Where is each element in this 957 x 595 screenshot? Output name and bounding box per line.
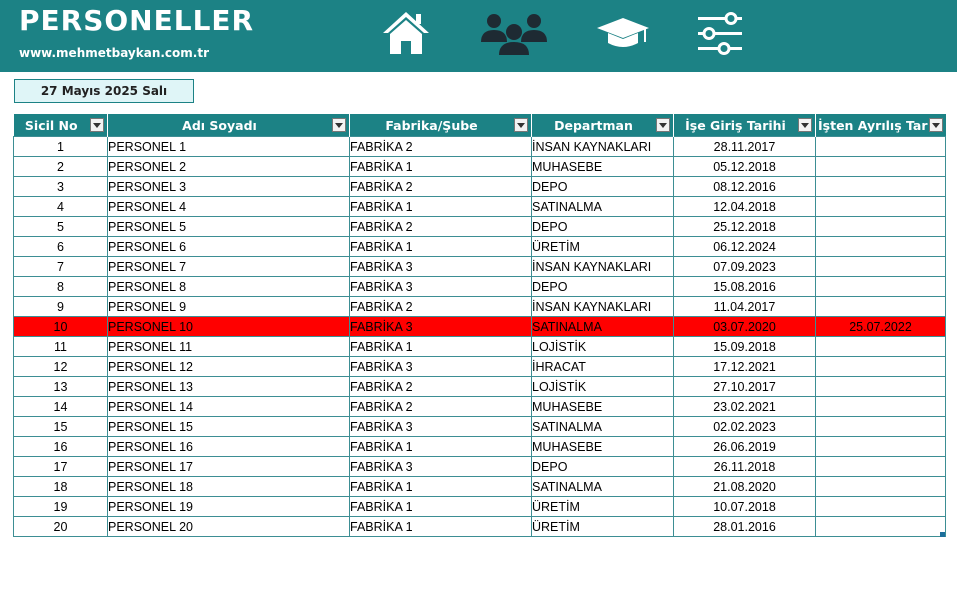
filter-dropdown-icon[interactable] (929, 118, 943, 132)
cell-ise-giris-tarihi[interactable]: 15.08.2016 (674, 277, 816, 297)
cell-fabrika[interactable]: FABRİKA 2 (350, 177, 532, 197)
table-row (14, 337, 946, 357)
table-row (14, 437, 946, 457)
cell-isten-ayrilis-tarihi[interactable]: 25.07.2022 (816, 317, 946, 337)
people-icon[interactable] (478, 8, 550, 58)
cell-fabrika[interactable]: FABRİKA 2 (350, 377, 532, 397)
cell-isten-ayrilis-tarihi[interactable] (816, 197, 946, 217)
cell-sicil-no[interactable]: 11 (14, 337, 108, 357)
cell-departman[interactable]: DEPO (532, 177, 674, 197)
table-row (14, 477, 946, 497)
cell-ise-giris-tarihi[interactable]: 21.08.2020 (674, 477, 816, 497)
cell-sicil-no[interactable]: 1 (14, 137, 108, 157)
filter-dropdown-icon[interactable] (332, 118, 346, 132)
filter-dropdown-icon[interactable] (90, 118, 104, 132)
cell-fabrika[interactable]: FABRİKA 1 (350, 497, 532, 517)
app-header (0, 0, 957, 72)
table-row (14, 157, 946, 177)
cell-departman[interactable]: ÜRETİM (532, 237, 674, 257)
cell-sicil-no[interactable]: 8 (14, 277, 108, 297)
cell-departman[interactable]: İNSAN KAYNAKLARI (532, 137, 674, 157)
cell-ise-giris-tarihi[interactable]: 15.09.2018 (674, 337, 816, 357)
cell-sicil-no[interactable]: 7 (14, 257, 108, 277)
table-row (14, 357, 946, 377)
table-row (14, 257, 946, 277)
cell-sicil-no[interactable]: 14 (14, 397, 108, 417)
cell-isten-ayrilis-tarihi[interactable] (816, 157, 946, 177)
cell-departman[interactable]: DEPO (532, 457, 674, 477)
cell-departman[interactable]: DEPO (532, 277, 674, 297)
cell-fabrika[interactable]: FABRİKA 1 (350, 337, 532, 357)
cell-isten-ayrilis-tarihi[interactable] (816, 517, 946, 537)
cell-sicil-no[interactable]: 19 (14, 497, 108, 517)
cell-isten-ayrilis-tarihi[interactable] (816, 497, 946, 517)
cell-isten-ayrilis-tarihi[interactable] (816, 177, 946, 197)
cell-adi-soyadi[interactable]: PERSONEL 1 (108, 137, 350, 157)
cell-fabrika[interactable]: FABRİKA 1 (350, 517, 532, 537)
cell-ise-giris-tarihi[interactable]: 12.04.2018 (674, 197, 816, 217)
cell-departman[interactable]: MUHASEBE (532, 397, 674, 417)
table-row (14, 177, 946, 197)
table-header-row (14, 114, 946, 137)
cell-adi-soyadi[interactable]: PERSONEL 5 (108, 217, 350, 237)
cell-ise-giris-tarihi[interactable]: 23.02.2021 (674, 397, 816, 417)
cell-adi-soyadi[interactable]: PERSONEL 6 (108, 237, 350, 257)
cell-ise-giris-tarihi[interactable]: 25.12.2018 (674, 217, 816, 237)
table-row (14, 397, 946, 417)
cell-isten-ayrilis-tarihi[interactable] (816, 377, 946, 397)
cell-fabrika[interactable]: FABRİKA 3 (350, 277, 532, 297)
cell-ise-giris-tarihi[interactable]: 10.07.2018 (674, 497, 816, 517)
column-header-isten-ayrilis-tarihi: İşten Ayrılış Tar (816, 114, 946, 137)
cell-sicil-no[interactable]: 13 (14, 377, 108, 397)
filter-dropdown-icon[interactable] (514, 118, 528, 132)
cell-isten-ayrilis-tarihi[interactable] (816, 397, 946, 417)
cell-ise-giris-tarihi[interactable]: 07.09.2023 (674, 257, 816, 277)
cell-isten-ayrilis-tarihi[interactable] (816, 137, 946, 157)
cell-departman[interactable]: MUHASEBE (532, 157, 674, 177)
cell-departman[interactable]: ÜRETİM (532, 497, 674, 517)
cell-adi-soyadi[interactable]: PERSONEL 7 (108, 257, 350, 277)
cell-fabrika[interactable]: FABRİKA 3 (350, 257, 532, 277)
cell-isten-ayrilis-tarihi[interactable] (816, 277, 946, 297)
column-header-departman: Departman (532, 114, 674, 137)
cell-ise-giris-tarihi[interactable]: 06.12.2024 (674, 237, 816, 257)
cell-adi-soyadi[interactable]: PERSONEL 13 (108, 377, 350, 397)
cell-adi-soyadi[interactable]: PERSONEL 3 (108, 177, 350, 197)
cell-isten-ayrilis-tarihi[interactable] (816, 217, 946, 237)
table-row (14, 137, 946, 157)
cell-isten-ayrilis-tarihi[interactable] (816, 417, 946, 437)
cell-adi-soyadi[interactable]: PERSONEL 10 (108, 317, 350, 337)
table-row (14, 217, 946, 237)
cell-adi-soyadi[interactable]: PERSONEL 15 (108, 417, 350, 437)
cell-adi-soyadi[interactable]: PERSONEL 2 (108, 157, 350, 177)
cell-fabrika[interactable]: FABRİKA 2 (350, 137, 532, 157)
cell-fabrika[interactable]: FABRİKA 1 (350, 197, 532, 217)
cell-fabrika[interactable]: FABRİKA 3 (350, 417, 532, 437)
cell-sicil-no[interactable]: 20 (14, 517, 108, 537)
cell-sicil-no[interactable]: 6 (14, 237, 108, 257)
personnel-table (13, 114, 946, 537)
filter-dropdown-icon[interactable] (656, 118, 670, 132)
cell-adi-soyadi[interactable]: PERSONEL 12 (108, 357, 350, 377)
cell-adi-soyadi[interactable]: PERSONEL 20 (108, 517, 350, 537)
date-display: 27 Mayıs 2025 Salı (14, 79, 194, 103)
cell-ise-giris-tarihi[interactable]: 02.02.2023 (674, 417, 816, 437)
cell-departman[interactable]: SATINALMA (532, 477, 674, 497)
cell-ise-giris-tarihi[interactable]: 11.04.2017 (674, 297, 816, 317)
cell-sicil-no[interactable]: 4 (14, 197, 108, 217)
cell-fabrika[interactable]: FABRİKA 3 (350, 317, 532, 337)
table-row (14, 237, 946, 257)
column-header-sicil-no: Sicil No (14, 114, 108, 137)
cell-fabrika[interactable]: FABRİKA 2 (350, 217, 532, 237)
cell-sicil-no[interactable]: 3 (14, 177, 108, 197)
table-row (14, 317, 946, 337)
cell-ise-giris-tarihi[interactable]: 27.10.2017 (674, 377, 816, 397)
cell-adi-soyadi[interactable]: PERSONEL 14 (108, 397, 350, 417)
column-header-adi-soyadi: Adı Soyadı (108, 114, 350, 137)
cell-adi-soyadi[interactable]: PERSONEL 8 (108, 277, 350, 297)
table-row (14, 377, 946, 397)
cell-sicil-no[interactable]: 5 (14, 217, 108, 237)
cell-ise-giris-tarihi[interactable]: 17.12.2021 (674, 357, 816, 377)
website-label: www.mehmetbaykan.com.tr (19, 46, 210, 60)
page-title: PERSONELLER (19, 4, 255, 37)
cell-fabrika[interactable]: FABRİKA 2 (350, 397, 532, 417)
cell-departman[interactable]: SATINALMA (532, 417, 674, 437)
cell-isten-ayrilis-tarihi[interactable] (816, 257, 946, 277)
column-header-ise-giris-tarihi: İşe Giriş Tarihi (674, 114, 816, 137)
cell-sicil-no[interactable]: 10 (14, 317, 108, 337)
cell-sicil-no[interactable]: 15 (14, 417, 108, 437)
cell-departman[interactable]: DEPO (532, 217, 674, 237)
table-row (14, 517, 946, 537)
cell-isten-ayrilis-tarihi[interactable] (816, 297, 946, 317)
cell-adi-soyadi[interactable]: PERSONEL 11 (108, 337, 350, 357)
cell-departman[interactable]: LOJİSTİK (532, 377, 674, 397)
home-icon[interactable] (380, 8, 432, 58)
cell-departman[interactable]: İNSAN KAYNAKLARI (532, 297, 674, 317)
table-row (14, 277, 946, 297)
cell-ise-giris-tarihi[interactable]: 28.11.2017 (674, 137, 816, 157)
cell-isten-ayrilis-tarihi[interactable] (816, 337, 946, 357)
column-header-fabrika-sube: Fabrika/Şube (350, 114, 532, 137)
cell-adi-soyadi[interactable]: PERSONEL 19 (108, 497, 350, 517)
cell-fabrika[interactable]: FABRİKA 3 (350, 357, 532, 377)
cell-departman[interactable]: ÜRETİM (532, 517, 674, 537)
cell-sicil-no[interactable]: 9 (14, 297, 108, 317)
cell-fabrika[interactable]: FABRİKA 3 (350, 457, 532, 477)
cell-sicil-no[interactable]: 12 (14, 357, 108, 377)
cell-fabrika[interactable]: FABRİKA 1 (350, 437, 532, 457)
cell-fabrika[interactable]: FABRİKA 1 (350, 237, 532, 257)
table-row (14, 297, 946, 317)
cell-departman[interactable]: İNSAN KAYNAKLARI (532, 257, 674, 277)
cell-adi-soyadi[interactable]: PERSONEL 9 (108, 297, 350, 317)
cell-ise-giris-tarihi[interactable]: 28.01.2016 (674, 517, 816, 537)
cell-departman[interactable]: İHRACAT (532, 357, 674, 377)
cell-sicil-no[interactable]: 2 (14, 157, 108, 177)
cell-departman[interactable]: SATINALMA (532, 317, 674, 337)
cell-departman[interactable]: SATINALMA (532, 197, 674, 217)
cell-departman[interactable]: LOJİSTİK (532, 337, 674, 357)
cell-isten-ayrilis-tarihi[interactable] (816, 457, 946, 477)
cell-isten-ayrilis-tarihi[interactable] (816, 437, 946, 457)
cell-sicil-no[interactable]: 18 (14, 477, 108, 497)
cell-isten-ayrilis-tarihi[interactable] (816, 477, 946, 497)
table-row (14, 497, 946, 517)
cell-adi-soyadi[interactable]: PERSONEL 18 (108, 477, 350, 497)
cell-sicil-no[interactable]: 16 (14, 437, 108, 457)
cell-adi-soyadi[interactable]: PERSONEL 16 (108, 437, 350, 457)
table-row (14, 457, 946, 477)
cell-fabrika[interactable]: FABRİKA 2 (350, 297, 532, 317)
cell-departman[interactable]: MUHASEBE (532, 437, 674, 457)
cell-isten-ayrilis-tarihi[interactable] (816, 237, 946, 257)
cell-sicil-no[interactable]: 17 (14, 457, 108, 477)
table-row (14, 417, 946, 437)
filter-dropdown-icon[interactable] (798, 118, 812, 132)
sliders-icon[interactable] (696, 8, 744, 58)
graduation-cap-icon[interactable] (595, 8, 651, 58)
cell-ise-giris-tarihi[interactable]: 26.06.2019 (674, 437, 816, 457)
cell-ise-giris-tarihi[interactable]: 03.07.2020 (674, 317, 816, 337)
cell-ise-giris-tarihi[interactable]: 05.12.2018 (674, 157, 816, 177)
cell-adi-soyadi[interactable]: PERSONEL 4 (108, 197, 350, 217)
cell-fabrika[interactable]: FABRİKA 1 (350, 157, 532, 177)
cell-ise-giris-tarihi[interactable]: 08.12.2016 (674, 177, 816, 197)
cell-isten-ayrilis-tarihi[interactable] (816, 357, 946, 377)
table-resize-handle[interactable] (940, 532, 945, 537)
cell-adi-soyadi[interactable]: PERSONEL 17 (108, 457, 350, 477)
cell-fabrika[interactable]: FABRİKA 1 (350, 477, 532, 497)
table-row (14, 197, 946, 217)
cell-ise-giris-tarihi[interactable]: 26.11.2018 (674, 457, 816, 477)
